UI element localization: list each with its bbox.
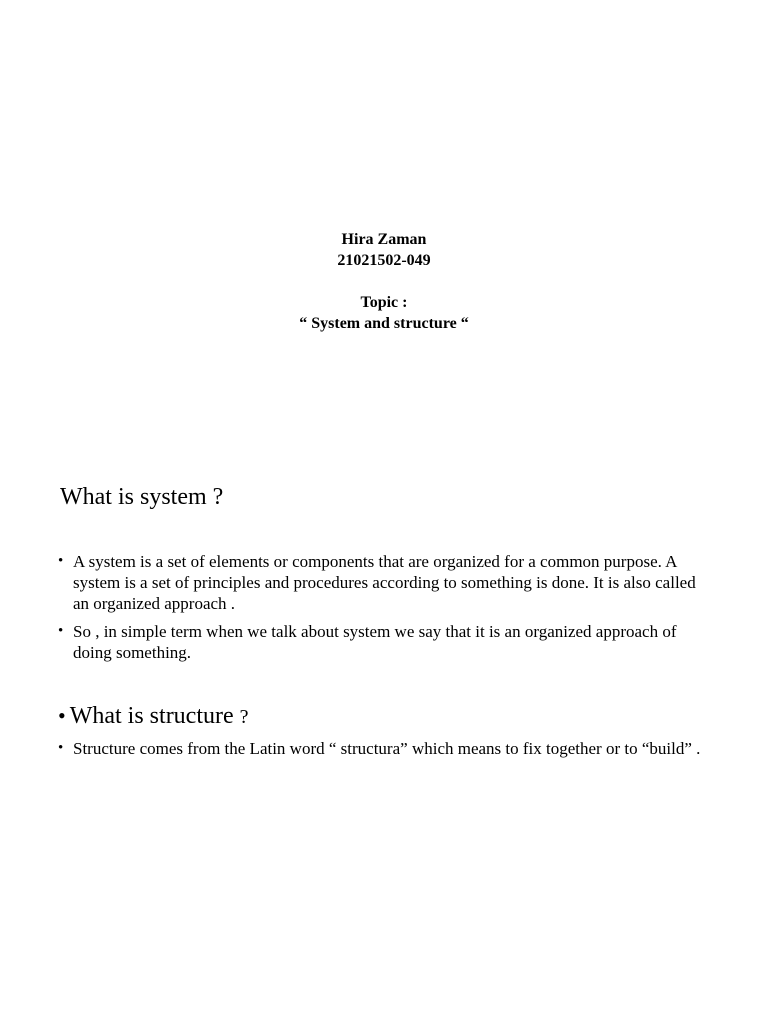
author-name: Hira Zaman [341,231,427,248]
system-bullet-list [58,551,708,663]
bullet-icon: • [58,553,64,569]
question-mark: ? [239,706,249,728]
student-id: 21021502-049 [337,252,431,269]
heading-text: What is structure [69,703,234,729]
bullet-text: So , in simple term when we talk about system we say that it is an organized approach of doing something. [73,622,677,662]
structure-bullet-list [58,738,708,759]
bullet-icon: • [58,740,64,756]
spacer [0,271,768,292]
topic-title: “ System and structure “ [299,315,469,332]
list-item [58,551,708,614]
list-item [58,621,708,663]
cover-block [0,229,768,334]
topic-label: Topic : [360,294,408,311]
heading-what-is-system: What is system ? [60,484,224,510]
bullet-text: Structure comes from the Latin word “ structura” which means to fix together or to “build” . [73,739,701,758]
heading-what-is-structure [58,701,249,732]
bullet-icon: • [58,703,66,728]
bullet-icon: • [58,623,64,639]
list-item [58,738,708,759]
bullet-text: A system is a set of elements or components that are organized for a common purpose. A system is a set of principles and procedures according to something is done. It is also called an organized approach . [73,552,696,613]
